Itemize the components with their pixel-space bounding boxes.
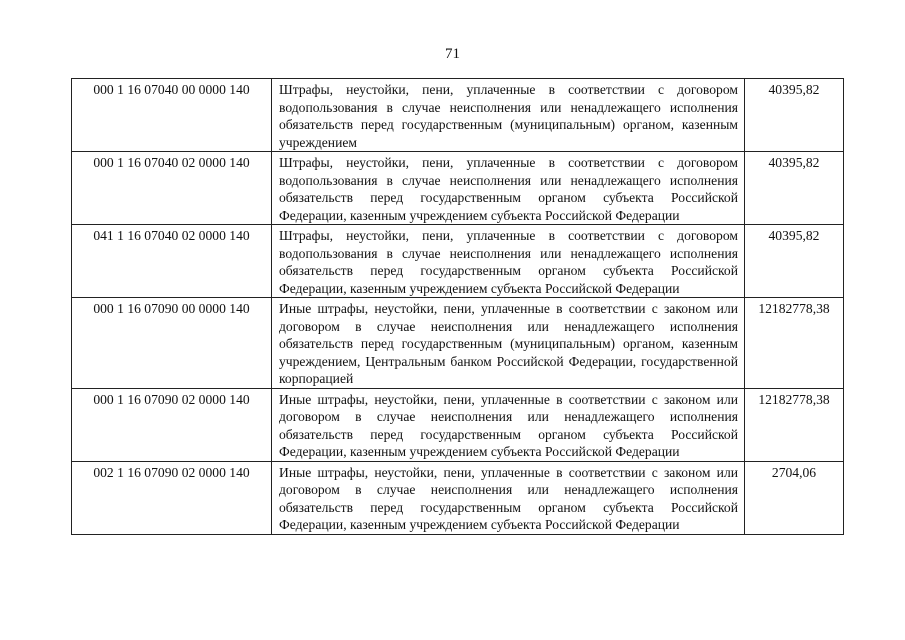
table-row [72,388,844,461]
revenue-description: Иные штрафы, неустойки, пени, уплаченные в соответствии с законом или договором в случае неисполнения или ненадлежащего исполнения обязательств перед государственным органом субъекта Российской Федерации, казенным учреждением субъекта Российской Федерации [272,388,745,461]
revenue-description: Штрафы, неустойки, пени, уплаченные в соответствии с договором водопользования в случае неисполнения или ненадлежащего исполнения обязательств перед государственным (муниципальным) органом, казенным учреждением [272,79,745,152]
revenue-amount: 40395,82 [745,152,844,225]
table-row [72,461,844,534]
revenue-amount: 12182778,38 [745,298,844,389]
revenue-description: Штрафы, неустойки, пени, уплаченные в соответствии с договором водопользования в случае неисполнения или ненадлежащего исполнения обязательств перед государственным органом субъекта Российской Федерации, казенным учреждением субъекта Российской Федерации [272,152,745,225]
budget-revenue-table [71,78,844,535]
page-number: 71 [445,46,460,62]
revenue-amount: 40395,82 [745,225,844,298]
table-row [72,298,844,389]
table-row [72,152,844,225]
table-row [72,79,844,152]
revenue-description: Штрафы, неустойки, пени, уплаченные в соответствии с договором водопользования в случае неисполнения или ненадлежащего исполнения обязательств перед государственным органом субъекта Российской Федерации, казенным учреждением субъекта Российской Федерации [272,225,745,298]
budget-classification-code: 041 1 16 07040 02 0000 140 [72,225,272,298]
revenue-amount: 12182778,38 [745,388,844,461]
table-row [72,225,844,298]
budget-classification-code: 000 1 16 07040 02 0000 140 [72,152,272,225]
budget-classification-code: 002 1 16 07090 02 0000 140 [72,461,272,534]
revenue-amount: 2704,06 [745,461,844,534]
revenue-description: Иные штрафы, неустойки, пени, уплаченные в соответствии с законом или договором в случае неисполнения или ненадлежащего исполнения обязательств перед государственным (муниципальным) органом, казенным учреждением, Центральным банком Российской Федерации, государственной корпорацией [272,298,745,389]
revenue-description: Иные штрафы, неустойки, пени, уплаченные в соответствии с законом или договором в случае неисполнения или ненадлежащего исполнения обязательств перед государственным органом субъекта Российской Федерации, казенным учреждением субъекта Российской Федерации [272,461,745,534]
budget-classification-code: 000 1 16 07090 02 0000 140 [72,388,272,461]
revenue-amount: 40395,82 [745,79,844,152]
budget-classification-code: 000 1 16 07040 00 0000 140 [72,79,272,152]
budget-classification-code: 000 1 16 07090 00 0000 140 [72,298,272,389]
